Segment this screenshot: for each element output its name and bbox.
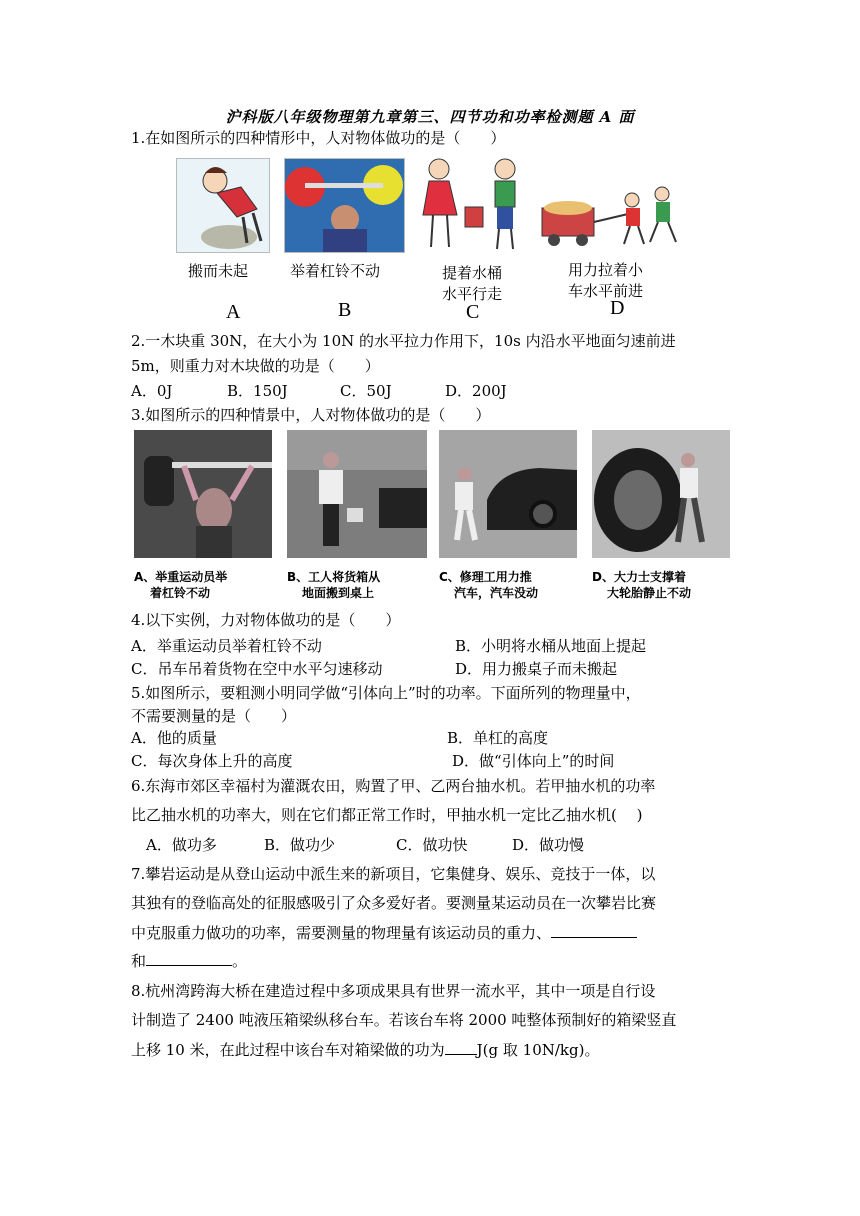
question-8-line3 [131, 1039, 599, 1060]
question-4: 4.以下实例，力对物体做功的是（ ） [131, 611, 401, 629]
question-7-line4 [131, 950, 247, 971]
question-7-line2: 其独有的登临高处的征服感吸引了众多爱好者。要测量某运动员在一次攀岩比赛 [131, 894, 657, 912]
question-7-line3 [131, 922, 637, 943]
photo-a-weightlifter [134, 430, 272, 558]
caption-3d-line2: 大轮胎静止不动 [607, 586, 692, 600]
q5-option-a: A．他的质量 [131, 729, 217, 747]
caption-b: 举着杠铃不动 [290, 262, 381, 280]
caption-d-line1: 用力拉着小 [568, 261, 644, 279]
question-8-line1: 8.杭州湾跨海大桥在建造过程中多项成果具有世界一流水平，其中一项是自行设 [131, 982, 656, 1000]
question-7-and: 和 [131, 952, 147, 970]
q4-option-a: A．举重运动员举着杠铃不动 [131, 637, 322, 655]
question-8-line3-text: 上移 10 米，在此过程中该台车对箱梁做的功为 [131, 1041, 445, 1059]
label-a: A [226, 301, 241, 323]
q2-option-a: A．0J [131, 382, 173, 400]
photo-d-tire [592, 430, 730, 558]
figure-a-image [176, 158, 270, 253]
answer-blank-1[interactable] [551, 922, 637, 938]
q2-option-b: B．150J [227, 382, 288, 400]
q6-option-d: D．做功慢 [512, 836, 585, 854]
q6-option-a: A．做功多 [146, 836, 217, 854]
caption-c-line1: 提着水桶 [442, 264, 503, 282]
question-7-line3-text: 中克服重力做功的功率，需要测量的物理量有该运动员的重力、 [131, 924, 552, 942]
q2-option-d: D．200J [445, 382, 507, 400]
q5-option-d: D．做“引体向上”的时间 [452, 752, 615, 770]
question-6-line1: 6.东海市郊区幸福村为灌溉农田，购置了甲、乙两台抽水机。若甲抽水机的功率 [131, 777, 656, 795]
q6-option-b: B．做功少 [264, 836, 336, 854]
q4-option-b: B．小明将水桶从地面上提起 [455, 637, 647, 655]
caption-c-line2: 水平行走 [442, 285, 503, 303]
question-8-line3-end: J(g 取 10N/kg)。 [476, 1041, 600, 1059]
figure-b-image [284, 158, 405, 253]
q6-option-c: C．做功快 [396, 836, 468, 854]
caption-3c-line1: C、修理工用力推 [439, 570, 532, 584]
q2-option-c: C．50J [340, 382, 392, 400]
label-d: D [610, 297, 625, 319]
question-6-line2: 比乙抽水机的功率大，则在它们都正常工作时，甲抽水机一定比乙抽水机( ) [131, 806, 643, 824]
q4-option-c: C．吊车吊着货物在空中水平匀速移动 [131, 660, 383, 678]
caption-3b-line2: 地面搬到桌上 [302, 586, 375, 600]
caption-3b-line1: B、工人将货箱从 [287, 570, 381, 584]
caption-3a-line2: 着杠铃不动 [150, 586, 211, 600]
caption-3a-line1: A、举重运动员举 [134, 570, 228, 584]
question-2-line1: 2.一木块重 30N，在大小为 10N 的水平拉力作用下，10s 内沿水平地面匀速前进 [131, 332, 676, 350]
question-3: 3.如图所示的四种情景中，人对物体做功的是（ ） [131, 406, 491, 424]
question-8-line2: 计制造了 2400 吨液压箱梁纵移台车。若该台车将 2000 吨整体预制好的箱梁竖直 [131, 1011, 677, 1029]
question-5-line2: 不需要测量的是（ ） [131, 707, 297, 725]
label-c: C [466, 301, 480, 323]
label-b: B [338, 299, 352, 321]
q4-option-d: D．用力搬桌子而未搬起 [455, 660, 618, 678]
caption-3d-line1: D、大力士支撑着 [592, 570, 686, 584]
figure-c-image [417, 155, 527, 253]
question-5-line1: 5.如图所示，要粗测小明同学做“引体向上”时的功率。下面所列的物理量中， [131, 684, 641, 702]
question-2-line2: 5m，则重力对木块做的功是（ ） [131, 357, 380, 375]
photo-c-push-car [439, 430, 577, 558]
photo-b-worker-box [287, 430, 427, 558]
question-7-line1: 7.攀岩运动是从登山运动中派生来的新项目，它集健身、娱乐、竞技于一体，以 [131, 865, 656, 883]
caption-3c-line2: 汽车，汽车没动 [454, 586, 539, 600]
answer-blank-3[interactable] [445, 1039, 477, 1055]
figure-d-image [538, 178, 684, 250]
q5-option-b: B．单杠的高度 [447, 729, 549, 747]
question-7-end: 。 [232, 952, 248, 970]
q5-option-c: C．每次身体上升的高度 [131, 752, 293, 770]
caption-d-line2: 车水平前进 [568, 282, 644, 300]
question-1: 1.在如图所示的四种情形中，人对物体做功的是（ ） [131, 129, 506, 147]
caption-a: 搬而未起 [188, 262, 249, 280]
page-title: 沪科版八年级物理第九章第三、四节功和功率检测题 A 面 [225, 108, 635, 126]
answer-blank-2[interactable] [146, 950, 232, 966]
